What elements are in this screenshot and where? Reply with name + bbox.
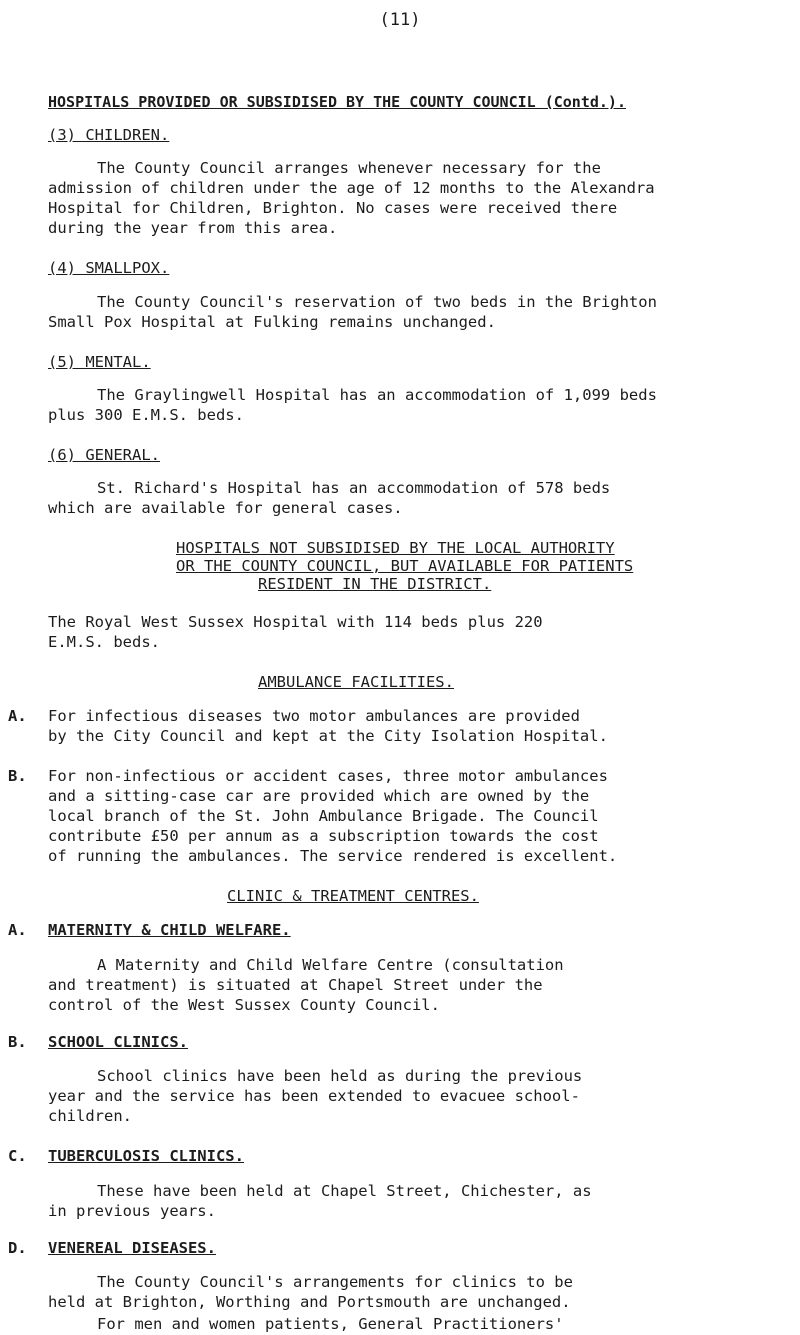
ambulance-heading: AMBULANCE FACILITIES. bbox=[258, 673, 454, 691]
ambulance-item-letter: A. bbox=[8, 707, 27, 725]
ambulance-b-line-2: and a sitting-case car are provided which are owned by the bbox=[48, 787, 590, 805]
ambulance-b-line-1: For non-infectious or accident cases, three motor ambulances bbox=[48, 767, 608, 785]
children-line-1: The County Council arranges whenever necessary for the bbox=[97, 159, 601, 177]
general-heading: (6) GENERAL. bbox=[48, 446, 160, 464]
clinic-heading: CLINIC & TREATMENT CENTRES. bbox=[227, 887, 479, 905]
tuberculosis-line-2: in previous years. bbox=[48, 1202, 216, 1220]
ambulance-b-line-4: contribute £50 per annum as a subscription towards the cost bbox=[48, 827, 599, 845]
tuberculosis-line-1: These have been held at Chapel Street, Chichester, as bbox=[97, 1182, 592, 1200]
school-clinics-line-1: School clinics have been held as during the previous bbox=[97, 1067, 583, 1085]
clinic-item-letter: D. bbox=[8, 1239, 27, 1257]
page-header: HOSPITALS PROVIDED OR SUBSIDISED BY THE COUNTY COUNCIL (Contd.). bbox=[48, 93, 626, 111]
page-number: (11) bbox=[379, 10, 421, 30]
smallpox-line-2: Small Pox Hospital at Fulking remains unchanged. bbox=[48, 313, 496, 331]
maternity-line-1: A Maternity and Child Welfare Centre (consultation bbox=[97, 956, 564, 974]
ambulance-a-line-2: by the City Council and kept at the City Isolation Hospital. bbox=[48, 727, 608, 745]
smallpox-line-1: The County Council's reservation of two beds in the Brighton bbox=[97, 293, 657, 311]
clinic-item-letter: B. bbox=[8, 1033, 27, 1051]
school-clinics-line-2: year and the service has been extended to evacuee school- bbox=[48, 1087, 580, 1105]
children-heading: (3) CHILDREN. bbox=[48, 126, 170, 144]
royal-west-sussex-line-1: The Royal West Sussex Hospital with 114 beds plus 220 bbox=[48, 613, 543, 631]
ambulance-a-line-1: For infectious diseases two motor ambulances are provided bbox=[48, 707, 580, 725]
not-subsidised-heading-1: HOSPITALS NOT SUBSIDISED BY THE LOCAL AUTHORITY bbox=[176, 539, 615, 557]
venereal-line-2: held at Brighton, Worthing and Portsmouth are unchanged. bbox=[48, 1293, 571, 1311]
smallpox-heading: (4) SMALLPOX. bbox=[48, 259, 170, 277]
maternity-title: MATERNITY & CHILD WELFARE. bbox=[48, 921, 291, 939]
venereal-title: VENEREAL DISEASES. bbox=[48, 1239, 216, 1257]
school-clinics-title: SCHOOL CLINICS. bbox=[48, 1033, 188, 1051]
children-line-3: Hospital for Children, Brighton. No cases were received there bbox=[48, 199, 618, 217]
mental-line-1: The Graylingwell Hospital has an accommodation of 1,099 beds bbox=[97, 386, 657, 404]
royal-west-sussex-line-2: E.M.S. beds. bbox=[48, 633, 160, 651]
maternity-line-3: control of the West Sussex County Council. bbox=[48, 996, 440, 1014]
not-subsidised-heading-3: RESIDENT IN THE DISTRICT. bbox=[258, 575, 492, 593]
venereal-line-1: The County Council's arrangements for clinics to be bbox=[97, 1273, 573, 1291]
children-line-2: admission of children under the age of 12 months to the Alexandra bbox=[48, 179, 655, 197]
ambulance-b-line-3: local branch of the St. John Ambulance Brigade. The Council bbox=[48, 807, 599, 825]
maternity-line-2: and treatment) is situated at Chapel Street under the bbox=[48, 976, 543, 994]
clinic-item-letter: C. bbox=[8, 1147, 27, 1165]
ambulance-b-line-5: of running the ambulances. The service rendered is excellent. bbox=[48, 847, 618, 865]
school-clinics-line-3: children. bbox=[48, 1107, 132, 1125]
ambulance-item-letter: B. bbox=[8, 767, 27, 785]
mental-line-2: plus 300 E.M.S. beds. bbox=[48, 406, 244, 424]
general-line-2: which are available for general cases. bbox=[48, 499, 403, 517]
general-line-1: St. Richard's Hospital has an accommodation of 578 beds bbox=[97, 479, 611, 497]
mental-heading: (5) MENTAL. bbox=[48, 353, 151, 371]
children-line-4: during the year from this area. bbox=[48, 219, 338, 237]
venereal-line-3: For men and women patients, General Practitioners' bbox=[97, 1315, 564, 1333]
clinic-item-letter: A. bbox=[8, 921, 27, 939]
not-subsidised-heading-2: OR THE COUNTY COUNCIL, BUT AVAILABLE FOR PATIENTS bbox=[176, 557, 634, 575]
tuberculosis-title: TUBERCULOSIS CLINICS. bbox=[48, 1147, 244, 1165]
